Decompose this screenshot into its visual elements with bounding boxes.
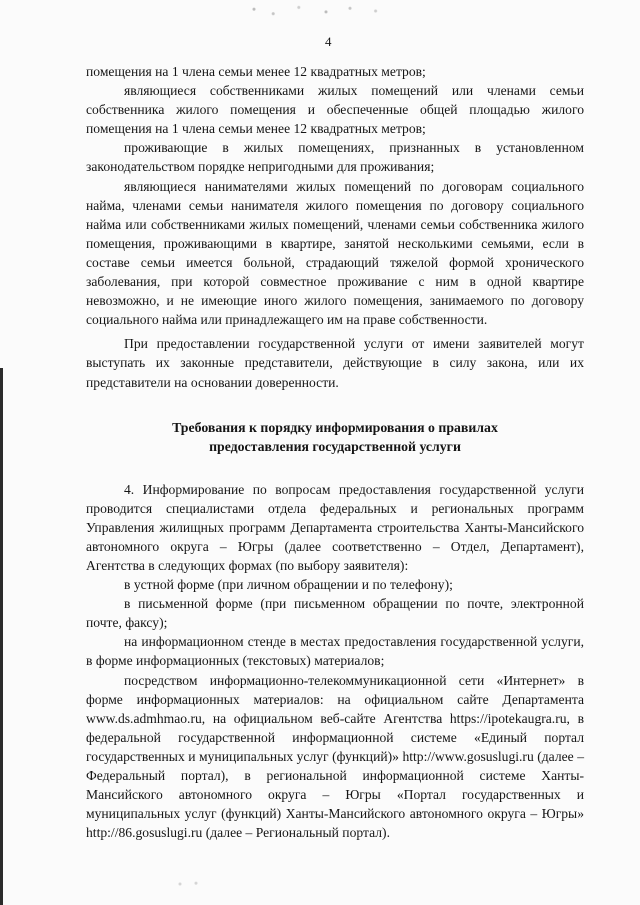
page-number: 4 bbox=[325, 34, 332, 49]
paragraph: являющиеся нанимателями жилых помещений по договорам социального найма, членами семьи нанимателя жилого помещения по договору социального найма или собственниками жилых помещений, членами семьи собственника жилого помещения, проживающими в квартире, занятой несколькими семьями, если в составе семьи имеется больной, страдающий тяжелой формой хронического заболевания, при которой совместное проживание с ним в одной квартире невозможно, и не имеющие иного жилого помещения, занимаемого по договору социального найма или принадлежащего им на праве собственности. bbox=[86, 178, 584, 328]
section-heading-line: предоставления государственной услуги bbox=[209, 438, 461, 454]
section-heading bbox=[86, 418, 584, 456]
list-item: в устной форме (при личном обращении и по телефону); bbox=[124, 577, 453, 593]
paragraph: 4. Информирование по вопросам предоставления государственной услуги проводится специалистами отдела федеральных и региональных программ Управления жилищных программ Департамента строительства Ханты-Мансийского автономного округа – Югры (далее соответственно – Отдел, Департамент), Агентства в следующих формах (по выбору заявителя): bbox=[86, 481, 584, 573]
scan-artifact-top bbox=[238, 2, 398, 20]
paragraph: проживающие в жилых помещениях, признанных в установленном законодательством порядке непригодными для проживания; bbox=[86, 140, 584, 175]
document-body bbox=[86, 62, 584, 842]
list-item: в письменной форме (при письменном обращении по почте, электронной почте, факсу); bbox=[86, 596, 584, 631]
list-item: посредством информационно-телекоммуникационной сети «Интернет» в форме информационных материалов: на официальном сайте Департамента www.ds.admhmao.ru, на официальном веб-сайте Агентства https://ipotekaugra.ru, в федеральной государственной информационной системе «Единый портал государственных и муниципальных услуг (функций)» http://www.gosuslugi.ru (далее – Федеральный портал), в региональной информационной системе Ханты-Мансийского автономного округа – Югры «Портал государственных и муниципальных услуг (функций) Ханты-Мансийского автономного округа – Югры» http://86.gosuslugi.ru (далее – Региональный портал). bbox=[86, 672, 584, 841]
paragraph: помещения на 1 члена семьи менее 12 квадратных метров; bbox=[86, 64, 426, 79]
scan-artifact-bottom bbox=[172, 880, 212, 888]
paragraph: При предоставлении государственной услуги от имени заявителей могут выступать их законные представители, действующие в силу закона, или их представители на основании доверенности. bbox=[86, 336, 584, 390]
paragraph: являющиеся собственниками жилых помещений или членами семьи собственника жилого помещения и обеспеченные общей площадью жилого помещения на 1 члена семьи менее 12 квадратных метров; bbox=[86, 83, 584, 137]
section-heading-line: Требования к порядку информирования о правилах bbox=[172, 419, 498, 435]
scan-artifact-left-edge bbox=[0, 368, 3, 905]
list-item: на информационном стенде в местах предоставления государственной услуги, в форме информационных (текстовых) материалов; bbox=[86, 634, 584, 669]
